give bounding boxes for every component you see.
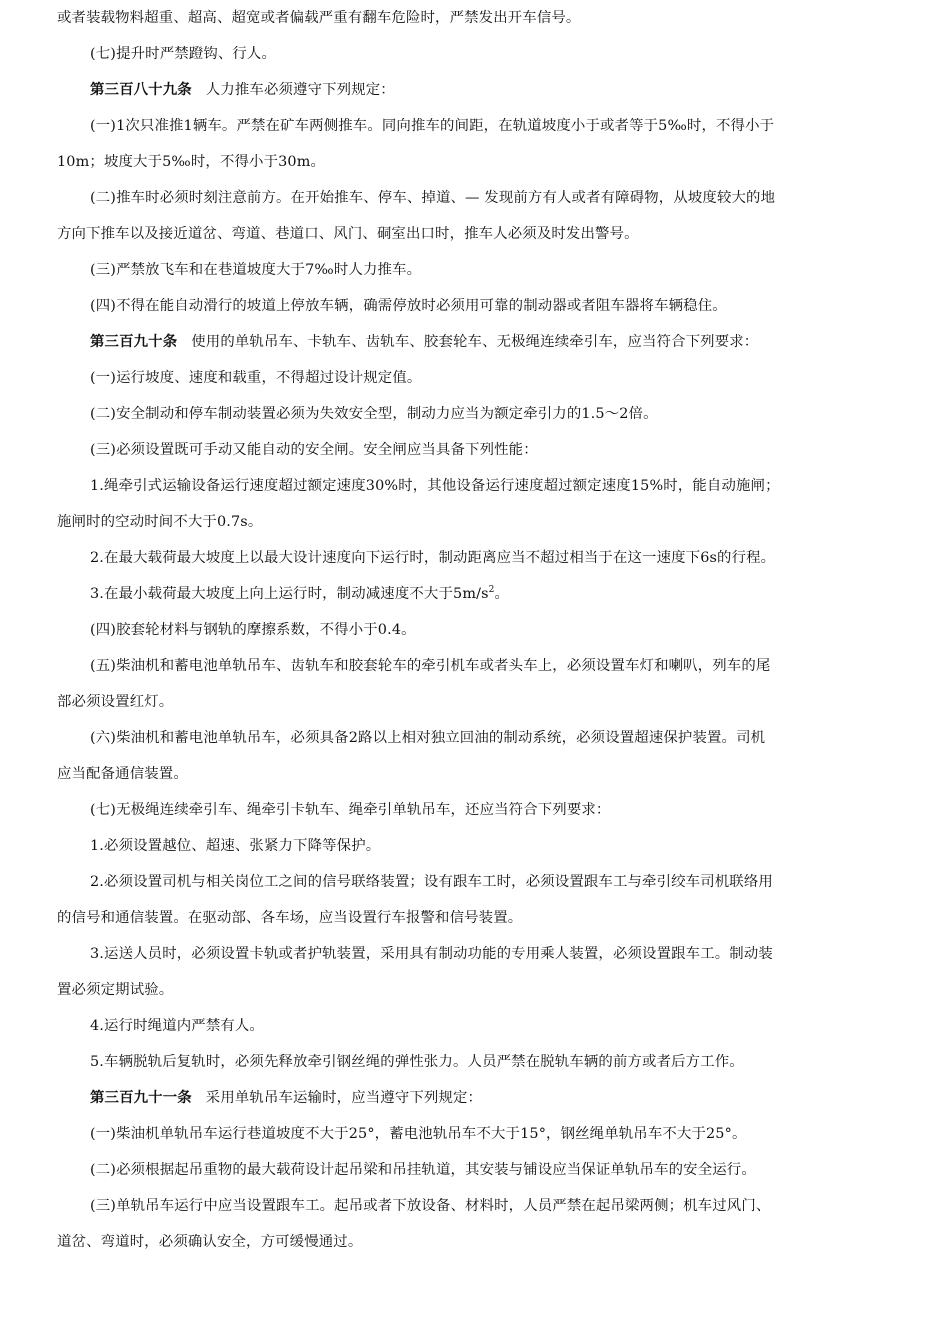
- text-line: 1.必须设置越位、超速、张紧力下降等保护。: [90, 838, 381, 854]
- text-line: (一)1次只准推1辆车。严禁在矿车两侧推车。同向推车的间距，在轨道坡度小于或者等于5‰时，不得小于: [90, 118, 775, 134]
- text-line: (二)安全制动和停车制动装置必须为失效安全型，制动力应当为额定牵引力的1.5～2倍。: [90, 406, 658, 422]
- text-line: 的信号和通信装置。在驱动部、各车场，应当设置行车报警和信号装置。: [57, 910, 523, 926]
- text-line: (七)无极绳连续牵引车、绳牵引卡轨车、绳牵引单轨吊车，还应当符合下列要求：: [90, 802, 611, 818]
- text-line: (四)胶套轮材料与钢轨的摩擦系数，不得小于0.4。: [90, 622, 416, 638]
- article-heading: 第三百八十九条 人力推车必须遵守下列规定：: [90, 81, 395, 98]
- text-line: 2.必须设置司机与相关岗位工之间的信号联络装置；设有跟车工时，必须设置跟车工与牵引绞车司机联络用: [90, 874, 773, 890]
- text-line: (三)必须设置既可手动又能自动的安全闸。安全闸应当具备下列性能：: [90, 442, 538, 458]
- text-line: 4.运行时绳道内严禁有人。: [90, 1018, 264, 1034]
- text-line: 3.运送人员时，必须设置卡轨或者护轨装置，采用具有制动功能的专用乘人装置，必须设置跟车工。制动装: [90, 946, 773, 962]
- text-line: 方向下推车以及接近道岔、弯道、巷道口、风门、硐室出口时，推车人必须及时发出警号。: [57, 226, 639, 242]
- text-line: (三)单轨吊车运行中应当设置跟车工。起吊或者下放设备、材料时，人员严禁在起吊梁两侧；机车过风门、: [90, 1198, 771, 1214]
- text-line: (一)运行坡度、速度和载重，不得超过设计规定值。: [90, 370, 422, 386]
- text-line: (一)柴油机单轨吊车运行巷道坡度不大于25°，蓄电池轨吊车不大于15°，钢丝绳单轨吊车不大于25°。: [90, 1126, 747, 1142]
- text-line: 5.车辆脱轨后复轨时，必须先释放牵引钢丝绳的弹性张力。人员严禁在脱轨车辆的前方或者后方工作。: [90, 1054, 744, 1070]
- text-line: (二)必须根据起吊重物的最大载荷设计起吊梁和吊挂轨道，其安装与铺设应当保证单轨吊车的安全运行。: [90, 1162, 756, 1178]
- text-line: 置必须定期试验。: [57, 982, 174, 998]
- article-number: 第三百八十九条: [90, 81, 192, 98]
- text-line: (六)柴油机和蓄电池单轨吊车，必须具备2路以上相对独立回油的制动系统，必须设置超速保护装置。司机: [90, 730, 766, 746]
- text-line: (三)严禁放飞车和在巷道坡度大于7‰时人力推车。: [90, 262, 422, 278]
- text-line: (二)推车时必须时刻注意前方。在开始推车、停车、掉道、— 发现前方有人或者有障碍物，从坡度较大的地: [90, 190, 776, 206]
- article-heading: 第三百九十条 使用的单轨吊车、卡轨车、齿轨车、胶套轮车、无极绳连续牵引车，应当符合下列要求：: [90, 333, 759, 350]
- text-line: (四)不得在能自动滑行的坡道上停放车辆，确需停放时必须用可靠的制动器或者阻车器将车辆稳住。: [90, 298, 727, 314]
- text-line: 1.绳牵引式运输设备运行速度超过额定速度30%时，其他设备运行速度超过额定速度15%时，能自动施闸；: [90, 478, 780, 494]
- text-line: (五)柴油机和蓄电池单轨吊车、齿轨车和胶套轮车的牵引机车或者头车上，必须设置车灯和喇叭，列车的尾: [90, 658, 771, 674]
- text-line: 10m；坡度大于5‰时，不得小于30m。: [57, 154, 326, 170]
- text-line: 或者装载物料超重、超高、超宽或者偏载严重有翻车危险时，严禁发出开车信号。: [57, 10, 581, 26]
- text-line: 部必须设置红灯。: [57, 694, 174, 710]
- text-line: 3.在最小载荷最大坡度上向上运行时，制动减速度不大于$5m/s^2$。: [90, 585, 510, 602]
- text-line: 应当配备通信装置。: [57, 766, 188, 782]
- article-number: 第三百九十条: [90, 333, 178, 350]
- text-line: 施闸时的空动时间不大于0.7s。: [57, 514, 263, 530]
- text-line: 2.在最大载荷最大坡度上以最大设计速度向下运行时，制动距离应当不超过相当于在这一速度下6s的行程。: [90, 550, 776, 566]
- article-heading: 第三百九十一条 采用单轨吊车运输时，应当遵守下列规定：: [90, 1089, 483, 1106]
- article-number: 第三百九十一条: [90, 1089, 192, 1106]
- text-line: (七)提升时严禁蹬钩、行人。: [90, 46, 277, 62]
- text-line: 道岔、弯道时，必须确认安全，方可缓慢通过。: [57, 1234, 363, 1250]
